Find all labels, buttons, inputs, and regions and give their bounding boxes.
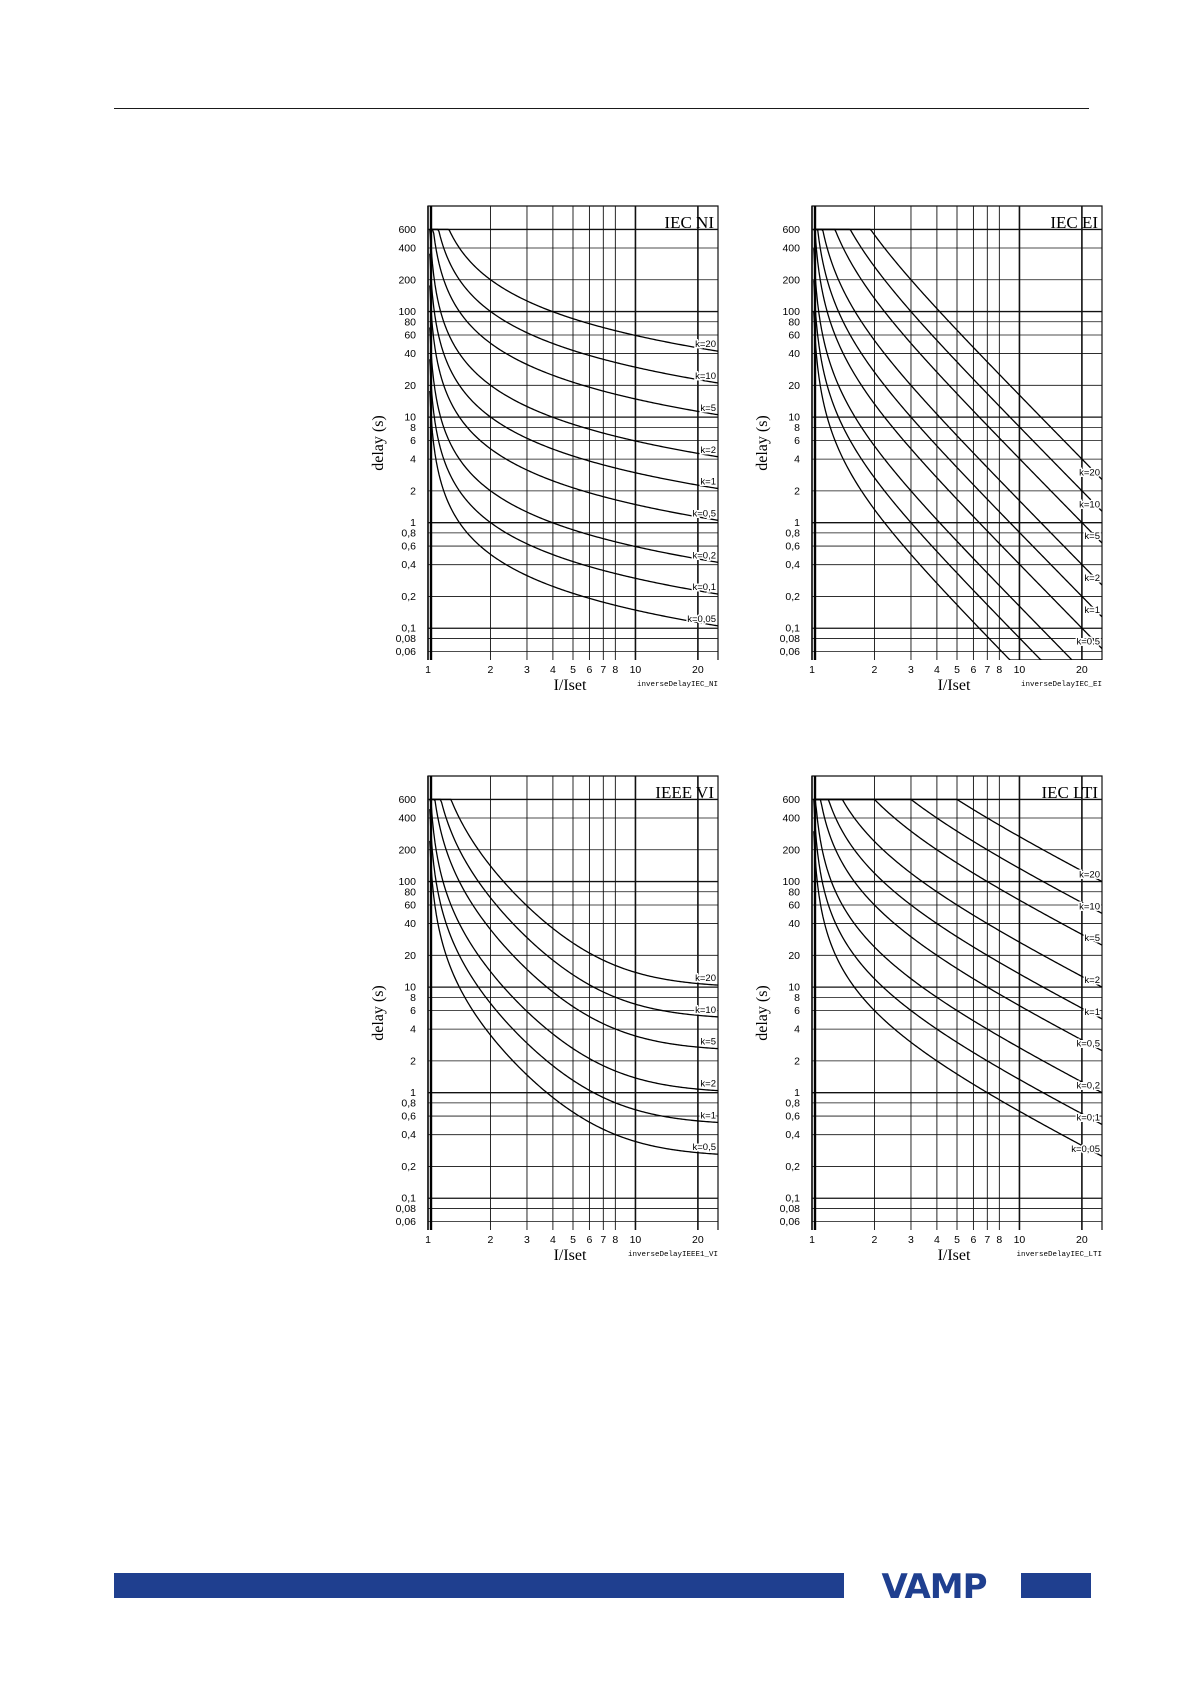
- chart-title: IEC NI: [664, 213, 714, 232]
- y-axis-label: delay (s): [754, 985, 771, 1041]
- y-tick-label: 0,1: [785, 622, 800, 635]
- y-tick-label: 0,4: [401, 1129, 416, 1142]
- chart-panel: [370, 776, 718, 1264]
- chart-title: IEEE VI: [655, 783, 714, 802]
- series-label: k=1: [700, 1110, 716, 1122]
- y-tick-label: 0,08: [395, 1202, 416, 1215]
- series-label: k=1: [1084, 604, 1100, 616]
- file-label: inverseDelayIEEE1_VI: [627, 1251, 718, 1259]
- series-curve: [430, 359, 718, 594]
- y-tick-label: 6: [410, 1005, 416, 1018]
- series-curve: [814, 229, 1102, 648]
- x-tick-label: 7: [600, 1234, 607, 1246]
- y-tick-label: 100: [782, 306, 800, 319]
- series-label: k=10: [1079, 901, 1100, 913]
- series-label: k=10: [1079, 499, 1100, 511]
- y-tick-label: 10: [404, 411, 416, 424]
- x-tick-label: 6: [586, 1234, 593, 1246]
- y-tick-label: 2: [410, 1055, 416, 1068]
- series-curve: [814, 799, 1102, 881]
- y-tick-label: 0,2: [401, 1160, 416, 1173]
- y-tick-label: 600: [782, 793, 800, 806]
- y-tick-label: 0,06: [779, 1216, 800, 1229]
- y-tick-label: 0,4: [401, 559, 416, 572]
- y-tick-label: 600: [782, 223, 800, 236]
- series-curve: [814, 229, 1102, 479]
- series-label: k=2: [700, 444, 716, 456]
- y-tick-label: 60: [404, 899, 416, 912]
- y-tick-label: 6: [410, 435, 416, 448]
- y-axis-label: delay (s): [754, 415, 771, 471]
- y-tick-label: 200: [782, 274, 800, 287]
- series-curve: [430, 285, 718, 520]
- y-tick-label: 10: [788, 981, 800, 994]
- chart-panel: [754, 776, 1102, 1264]
- file-label: inverseDelayIEC_LTI: [1016, 1251, 1102, 1259]
- series-curve: [430, 809, 718, 1122]
- y-tick-label: 40: [788, 348, 800, 361]
- x-tick-label: 1: [809, 1234, 815, 1246]
- series-curve: [430, 799, 718, 1016]
- x-tick-label: 10: [629, 664, 642, 676]
- y-tick-label: 80: [788, 886, 800, 899]
- y-tick-label: 0,8: [401, 1097, 416, 1110]
- y-tick-label: 200: [398, 844, 416, 857]
- file-label: inverseDelayIEC_NI: [636, 681, 718, 689]
- y-tick-label: 1: [794, 1087, 800, 1100]
- x-tick-label: 8: [996, 664, 1003, 676]
- y-tick-label: 20: [404, 949, 416, 962]
- y-tick-label: 200: [782, 844, 800, 857]
- y-tick-label: 60: [788, 899, 800, 912]
- x-tick-label: 20: [692, 1234, 704, 1246]
- y-tick-label: 20: [404, 379, 416, 392]
- series-curve: [814, 280, 1102, 660]
- x-tick-label: 2: [871, 664, 878, 676]
- series-label: k=0,2: [1076, 1080, 1100, 1092]
- series-curve: [814, 799, 1102, 913]
- y-tick-label: 4: [410, 1023, 416, 1036]
- series-label: k=10: [695, 370, 716, 382]
- footer-bar: [114, 1568, 1091, 1604]
- y-tick-label: 600: [398, 793, 416, 806]
- y-tick-label: 6: [794, 435, 800, 448]
- series-curve: [430, 254, 718, 489]
- x-tick-label: 3: [524, 664, 530, 676]
- vamp-logo: [850, 1568, 1018, 1604]
- y-tick-label: 2: [794, 485, 800, 498]
- x-tick-label: 8: [996, 1234, 1003, 1246]
- y-tick-label: 0,1: [401, 622, 416, 635]
- series-label: k=0,1: [1076, 1112, 1100, 1124]
- y-tick-label: 0,08: [395, 632, 416, 645]
- series-label: k=2: [1084, 975, 1100, 987]
- series-curve: [430, 799, 718, 985]
- x-tick-label: 5: [570, 1234, 576, 1246]
- series-curve: [814, 831, 1102, 1156]
- y-tick-label: 80: [404, 316, 416, 329]
- x-tick-label: 20: [1076, 664, 1088, 676]
- x-tick-label: 6: [970, 1234, 977, 1246]
- y-axis-label: delay (s): [370, 985, 387, 1041]
- y-tick-label: 400: [782, 242, 800, 255]
- series-label: k=1: [1084, 1006, 1100, 1018]
- y-tick-label: 400: [782, 812, 800, 825]
- series-label: k=5: [1084, 933, 1100, 945]
- x-tick-label: 2: [487, 664, 494, 676]
- y-tick-label: 0,2: [401, 590, 416, 603]
- y-tick-label: 0,1: [401, 1192, 416, 1205]
- y-tick-label: 200: [398, 274, 416, 287]
- y-tick-label: 8: [794, 991, 800, 1004]
- series-label: k=20: [1079, 869, 1100, 881]
- y-tick-label: 0,2: [785, 590, 800, 603]
- series-label: k=1: [700, 476, 716, 488]
- series-curve: [814, 799, 1102, 1092]
- x-tick-label: 7: [984, 1234, 991, 1246]
- series-curve: [430, 799, 718, 1090]
- series-label: k=20: [695, 339, 716, 351]
- y-tick-label: 4: [794, 1023, 800, 1036]
- footer-stripe-right: [1021, 1573, 1091, 1598]
- y-tick-label: 4: [410, 453, 416, 466]
- y-tick-label: 1: [410, 517, 416, 530]
- series-curve: [430, 327, 718, 562]
- x-tick-label: 1: [809, 664, 815, 676]
- x-tick-label: 7: [984, 664, 991, 676]
- x-tick-label: 1: [425, 1234, 431, 1246]
- y-tick-label: 8: [410, 991, 416, 1004]
- y-tick-label: 100: [782, 876, 800, 889]
- x-tick-label: 3: [908, 664, 914, 676]
- series-label: k=5: [1084, 531, 1100, 543]
- footer-stripe-left: [114, 1573, 844, 1598]
- x-tick-label: 7: [600, 664, 607, 676]
- y-tick-label: 100: [398, 306, 416, 319]
- series-label: k=5: [700, 402, 716, 414]
- y-tick-label: 0,6: [401, 1110, 416, 1123]
- x-tick-label: 6: [586, 664, 593, 676]
- file-label: inverseDelayIEC_EI: [1020, 681, 1102, 689]
- series-curve: [430, 229, 718, 383]
- x-tick-label: 5: [954, 1234, 960, 1246]
- x-tick-label: 8: [612, 1234, 619, 1246]
- series-curve: [814, 229, 1102, 585]
- x-tick-label: 10: [1013, 664, 1026, 676]
- series-label: k=10: [695, 1004, 716, 1016]
- series-label: k=0,5: [1076, 1038, 1100, 1050]
- y-tick-label: 0,06: [779, 646, 800, 659]
- x-tick-label: 6: [970, 664, 977, 676]
- y-tick-label: 0,8: [401, 527, 416, 540]
- y-tick-label: 0,2: [785, 1160, 800, 1173]
- x-tick-label: 4: [933, 1234, 940, 1246]
- y-tick-label: 0,8: [785, 527, 800, 540]
- y-tick-label: 6: [794, 1005, 800, 1018]
- x-tick-label: 20: [692, 664, 704, 676]
- series-curve: [814, 799, 1102, 1124]
- y-tick-label: 1: [794, 517, 800, 530]
- y-axis-label: delay (s): [370, 415, 387, 471]
- series-curve: [430, 391, 718, 626]
- y-tick-label: 40: [404, 348, 416, 361]
- series-curve: [814, 312, 1102, 660]
- series-label: k=20: [695, 973, 716, 985]
- series-label: k=0,05: [1071, 1144, 1100, 1156]
- y-tick-label: 20: [788, 949, 800, 962]
- x-tick-label: 4: [549, 664, 556, 676]
- series-curve: [814, 799, 1102, 1050]
- x-tick-label: 2: [871, 1234, 878, 1246]
- y-tick-label: 2: [794, 1055, 800, 1068]
- series-curve: [814, 229, 1102, 616]
- series-label: k=5: [700, 1036, 716, 1048]
- series-label: k=20: [1079, 467, 1100, 479]
- y-tick-label: 0,6: [401, 540, 416, 553]
- chart-title: IEC EI: [1050, 213, 1098, 232]
- vamp-logo-text: VAMP: [881, 1568, 987, 1604]
- series-label: k=0.5: [1076, 636, 1100, 648]
- y-tick-label: 80: [404, 886, 416, 899]
- y-tick-label: 0,08: [779, 1202, 800, 1215]
- x-tick-label: 5: [570, 664, 576, 676]
- x-axis-label: I/Iset: [553, 677, 587, 694]
- y-tick-label: 40: [404, 918, 416, 931]
- y-tick-label: 0,06: [395, 646, 416, 659]
- y-tick-label: 0,4: [785, 1129, 800, 1142]
- y-tick-label: 2: [410, 485, 416, 498]
- x-tick-label: 2: [487, 1234, 494, 1246]
- chart-title: IEC LTI: [1041, 783, 1098, 802]
- series-label: k=0,5: [692, 508, 716, 520]
- y-tick-label: 10: [788, 411, 800, 424]
- x-tick-label: 3: [524, 1234, 530, 1246]
- y-tick-label: 0,08: [779, 632, 800, 645]
- series-curve: [814, 229, 1102, 543]
- series-label: k=0,1: [692, 582, 716, 594]
- y-tick-label: 80: [788, 316, 800, 329]
- x-tick-label: 1: [425, 664, 431, 676]
- x-tick-label: 4: [933, 664, 940, 676]
- y-tick-label: 0,06: [395, 1216, 416, 1229]
- x-tick-label: 3: [908, 1234, 914, 1246]
- x-axis-label: I/Iset: [553, 1247, 587, 1264]
- series-label: k=0,05: [687, 613, 716, 625]
- series-curve: [814, 248, 1102, 660]
- y-tick-label: 600: [398, 223, 416, 236]
- y-tick-label: 400: [398, 242, 416, 255]
- y-tick-label: 40: [788, 918, 800, 931]
- y-tick-label: 60: [788, 329, 800, 342]
- y-tick-label: 0,1: [785, 1192, 800, 1205]
- y-tick-label: 8: [410, 421, 416, 434]
- series-label: k=2: [700, 1078, 716, 1090]
- y-tick-label: 400: [398, 812, 416, 825]
- y-tick-label: 0,6: [785, 540, 800, 553]
- y-tick-label: 0,4: [785, 559, 800, 572]
- x-tick-label: 10: [629, 1234, 642, 1246]
- y-tick-label: 4: [794, 453, 800, 466]
- y-tick-label: 20: [788, 379, 800, 392]
- series-label: k=0,5: [692, 1142, 716, 1154]
- y-tick-label: 0,6: [785, 1110, 800, 1123]
- x-tick-label: 4: [549, 1234, 556, 1246]
- series-label: k=2: [1084, 573, 1100, 585]
- y-tick-label: 60: [404, 329, 416, 342]
- x-tick-label: 10: [1013, 1234, 1026, 1246]
- y-tick-label: 1: [410, 1087, 416, 1100]
- chart-panel: [370, 206, 718, 694]
- y-tick-label: 0,8: [785, 1097, 800, 1110]
- x-tick-label: 20: [1076, 1234, 1088, 1246]
- series-label: k=0,2: [692, 550, 716, 562]
- x-tick-label: 8: [612, 664, 619, 676]
- chart-panel: [754, 206, 1102, 694]
- y-tick-label: 10: [404, 981, 416, 994]
- x-axis-label: I/Iset: [937, 677, 971, 694]
- x-tick-label: 5: [954, 664, 960, 676]
- x-axis-label: I/Iset: [937, 1247, 971, 1264]
- y-tick-label: 100: [398, 876, 416, 889]
- y-tick-label: 8: [794, 421, 800, 434]
